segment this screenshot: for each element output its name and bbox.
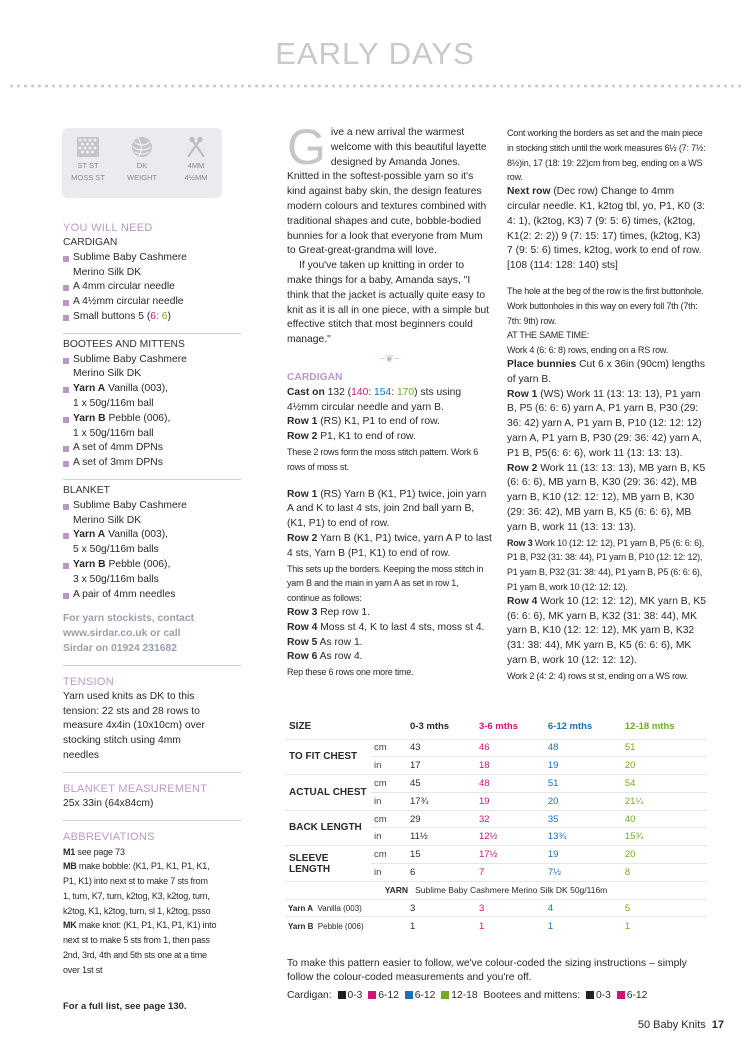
instruction-text: (RS) K1, P1 to end of row. [317,416,440,428]
size-value-green: 6 [161,310,168,322]
value-cell: 19 [545,846,622,864]
instruction-text: Cut 6 x 36in (90cm) lengths of yarn B. [507,358,706,385]
instruction-label: Row 4 [507,595,538,607]
spec-needles-line1: 4MM [187,161,205,170]
unit-header [371,715,407,739]
yarn-description: Sublime Baby Cashmere Merino Silk DK 50g/116m [415,885,608,896]
yarn-desc: Vanilla (003), [105,383,169,395]
tension-line: Yarn used knits as DK to this [63,690,195,702]
spec-stitch-line1: ST ST [77,161,99,170]
value-cell: 40 [622,810,707,828]
cardigan-subheading: CARDIGAN [63,237,118,248]
value-cell: 17¾ [407,792,476,810]
value-cell: 32 [476,810,545,828]
abbr-mb [63,859,241,874]
spec-stitch [70,136,106,182]
legend-size: 6-12 [414,990,436,1001]
instruction-text: ) sts using 4½mm circular needle and yarn B. [287,386,462,413]
value-cell: 13¾ [545,828,622,846]
stitch-swatch-icon [76,136,100,158]
legend-size: 6-12 [378,990,399,1001]
value-cell: 7 [476,864,545,882]
stockists-note [63,612,241,656]
table-row [285,899,707,917]
instruction-label: Row 4 [287,621,318,633]
spec-needles-line2: 4½MM [184,173,208,182]
value-cell: 7½ [545,864,622,882]
size-separator: : [156,310,162,322]
value-cell: 18 [476,757,545,775]
list-item: Sublime Baby Cashmere [63,353,241,368]
legend-label: Cardigan: [287,990,332,1001]
list-item-continuation: Merino Silk DK [73,266,142,278]
value-cell: 5 [622,899,707,917]
size-col-1: 0-3 mths [410,721,450,733]
full-list-note: For a full list, see page 130. [63,1000,187,1012]
size-table [285,715,707,935]
tension-line: stocking stitch using 4mm [63,735,181,747]
row-instruction [507,358,709,388]
value-cell: 3 [407,899,476,917]
yarn-label: YARN [384,885,409,896]
cast-on-instruction: Cast on 132 (140: 154: 170) sts using 4½mm circular needle and yarn B. [287,386,462,413]
instruction-text: Moss st 4, K to last 4 sts, moss st 4. [317,621,485,633]
row-instruction [287,636,492,651]
instruction-text: P1, K1 to end of row. [317,431,416,443]
legend-size: 0-3 [347,990,363,1001]
value-cell: 48 [476,775,545,793]
unit-cell: in [371,792,407,810]
yarn-desc: Pebble (006), [105,558,171,570]
row-instruction [507,536,709,595]
instruction-label: Row 2 [287,532,318,544]
divider [63,665,241,666]
value-cell: 51 [545,775,622,793]
instruction-text: As row 1. [317,636,363,648]
list-item-continuation: 3 x 50g/116m balls [73,573,159,585]
stockists-link[interactable]: www.sirdar.co.uk or call [63,628,181,640]
instruction-text: Work 10 (12: 12: 12), MK yarn B, K5 (6: 6: 6), MK yarn B, K32 (31: 38: 44), MK yarn B, K10 (12: 12: 12), MK yarn B, K32 (31: 38: 44), MK yarn B, K5 (6: 6: 6), MK yarn B, work 10 (12: 12: 12). [507,595,706,666]
abbr-line: P1, K1) into next st to make 7 sts from [63,876,208,887]
abbr-def: make bobble: (K1, P1, K1, P1, K1, [76,861,210,872]
tension-line: measure 4x4in (10x10cm) over [63,720,205,732]
measure-label: TO FIT CHEST [285,739,371,775]
dotted-divider [8,84,742,88]
drop-cap: G [287,119,326,175]
spec-stitch-line2: MOSS ST [71,173,105,182]
publication-name: 50 Baby Knits [637,1019,706,1031]
work-rows-note: Work 2 (4: 2: 4) rows st st, ending on a WS row. [507,670,688,681]
value-cell: 15 [407,846,476,864]
row-instruction [287,650,492,665]
knitting-needles-icon [184,136,208,158]
value-cell: 8 [622,864,707,882]
yarn-desc: Vanilla (003), [105,529,169,541]
yarn-shade: Vanilla (003) [317,903,362,913]
list-item [63,558,241,573]
size-value-blue: 154 [374,386,392,398]
row-instruction [287,415,492,430]
abbr-mk [63,918,241,933]
measure-label: ACTUAL CHEST [285,775,371,811]
value-cell: 12½ [476,828,545,846]
list-item-continuation: 1 x 50g/116m ball [73,427,154,439]
value-cell: 20 [545,792,622,810]
list-item [63,412,241,427]
instruction-label: Next row [507,186,551,198]
legend-swatch-pink [617,991,625,999]
list-item: A pair of 4mm needles [63,588,241,603]
instruction-label: Place bunnies [507,358,577,370]
instruction-label: Row 1 [507,388,538,400]
list-item-text: ) [167,310,171,322]
value-cell: 1 [545,917,622,935]
legend-size: 6-12 [626,990,648,1001]
instruction-label: Cast on [287,386,325,398]
value-cell: 15¾ [622,828,707,846]
instruction-label: Row 1 [287,488,318,500]
unit-cell: cm [371,846,407,864]
value-cell: 29 [407,810,476,828]
buttonhole-note: The hole at the beg of the row is the first buttonhole. Work buttonholes in this way on every foll 7th (7th: 7th: 9th) row. [507,285,704,326]
instruction-text: Work 10 (12: 12: 12), P1 yarn B, P5 (6: 6: 6), P1 B, P32 (31: 38: 44), P1 yarn B, P10 (12: 12: 12), P1 yarn B, P32 (31: 38: 44), P1 yarn B, P5 (6: 6: 6), P1 yarn B, work 10 (12: 12: 12). [507,537,705,592]
intro-paragraph: ive a new arrival the warmest welcome with this beautiful layette designed by Amanda Jones. Knitted in the softest-possible yarn so it's kind against baby skin, the design features modern colours and textures combined with traditional shapes and cute, bobble-bodied bunnies for a look that everyone from Mum to Great-great-grandma will love. [287,127,487,257]
table-header-row [285,715,707,739]
yarn-name: Yarn A [73,529,106,541]
row-instruction [287,606,492,621]
value-cell: 19 [545,757,622,775]
abbr-line: 2nd, 3rd, 4th and 5th sts one at a time [63,950,207,961]
instruction-label: Row 3 [287,606,318,618]
divider [63,479,241,480]
abbreviations-heading: ABBREVIATIONS [63,830,155,843]
legend-swatch-black [586,991,594,999]
list-item-text: Sublime Baby Cashmere [73,251,187,263]
value-cell: 19 [476,792,545,810]
size-header: SIZE [289,721,312,733]
divider [63,333,241,334]
instruction-label: Row 1 [287,416,318,428]
list-item: A 4½mm circular needle [63,295,241,310]
abbr-term: MB [63,861,77,872]
value-cell: 1 [476,917,545,935]
instruction-label: Row 3 [507,537,533,548]
list-item-text: Small buttons 5 ( [73,310,151,322]
size-value-pink: 140 [351,386,369,398]
value-cell: 45 [407,775,476,793]
spec-weight-line2: WEIGHT [127,173,157,182]
you-will-need-heading: YOU WILL NEED [63,222,153,234]
yarn-label-cell [285,917,407,935]
list-item: Sublime Baby Cashmere [63,499,241,514]
blanket-measurement: 25x 33in (64x84cm) [63,797,154,809]
colour-code-note: To make this pattern easier to follow, we've colour-coded the sizing instructions – simply follow the colour-coded measurements and you're off. [287,958,687,983]
value-cell: 35 [545,810,622,828]
instruction-text: (WS) Work 11 (13: 13: 13), P1 yarn B, P5 (6: 6: 6) yarn A, P1 yarn B, P30 (29: 36: 42) yarn A, P1 yarn B, P10 (12: 12: 12) yarn A, P1 yarn B, P30 (29: 36: 42) yarn A, P1 B, P5(6: 6: 6), work 11 (13: 13: 13). [507,388,702,459]
divider [63,772,241,773]
unit-cell: in [371,864,407,882]
row-instruction [507,185,709,274]
instruction-text: (RS) Yarn B (K1, P1) twice, join yarn A and K to last 4 sts, join 2nd ball yarn B, (K1, P1) to end of row. [287,488,487,530]
instruction-text: As row 4. [317,651,363,663]
intro-column [287,119,492,680]
borders-note: This sets up the borders. Keeping the moss stitch in yarn B and the main in yarn A as set in row 1, continue as follows: [287,563,484,604]
yarn-desc: Pebble (006), [105,412,171,424]
legend-swatch-blue [405,991,413,999]
abbr-m1 [63,845,241,860]
cardigan-heading: CARDIGAN [287,371,343,383]
yarn-header-row [285,881,707,899]
tension-line: tension: 22 sts and 28 rows to [63,705,200,717]
instruction-label: Row 5 [287,636,318,648]
value-cell: 6 [407,864,476,882]
value-cell: 11½ [407,828,476,846]
pattern-column [507,126,709,683]
value-cell: 46 [476,739,545,757]
spec-weight [124,136,160,182]
abbr-line: 1, turn, K7, turn, k2tog, K3, k2tog, turn, [63,890,210,901]
intro-paragraph: If you've taken up knitting in order to make things for a baby, Amanda says, "I think that the jacket is actually quite easy to knit as it is all in one piece, with a simple but effective stitch that most beginners could manage." [287,260,490,346]
instruction-text: 132 ( [324,386,352,398]
tension-heading: TENSION [63,675,114,688]
blanket-measurement-heading: BLANKET MEASUREMENT [63,782,208,795]
row-instruction [507,462,709,536]
spec-icons-panel [62,128,222,198]
legend-swatch-pink [368,991,376,999]
value-cell: 1 [407,917,476,935]
value-cell: 20 [622,846,707,864]
yarn-header-cell [285,881,707,899]
table-row [285,739,707,757]
continue-note: Cont working the borders as set and the main piece in stocking stitch until the work measures 6½ (7: 7½: 8½)in, 17 (18: 19: 22)cm from beg, ending on a WS row. [507,128,706,183]
instruction-label: Row 6 [287,651,318,663]
list-item-continuation: Merino Silk DK [73,514,142,526]
spec-needles [178,136,214,182]
value-cell: 3 [476,899,545,917]
unit-cell: cm [371,775,407,793]
legend-label: Bootees and mittens: [483,990,581,1001]
legend-size: 12-18 [451,990,478,1001]
measure-label: BACK LENGTH [285,810,371,846]
legend-swatch-black [338,991,346,999]
measure-label: SLEEVE LENGTH [285,846,371,882]
yarn-name: Yarn A [73,383,106,395]
yarn-name: Yarn B [73,558,106,570]
size-value-pink: 6 [150,310,156,322]
list-item [63,251,241,266]
table-row [285,846,707,864]
yarn-shade: Pebble (006) [317,921,364,931]
list-item-continuation: 1 x 50g/116m ball [73,397,154,409]
instruction-text: Yarn B (K1, P1) twice, yarn A P to last 4 sts, Yarn B (P1, K1) to end of row. [287,532,492,559]
page-number: 17 [711,1019,724,1031]
instruction-label: Row 2 [507,462,538,474]
value-cell: 20 [622,757,707,775]
flourish-ornament: ~❦~ [379,353,400,365]
work-rows-note: Work 4 (6: 6: 8) rows, ending on a RS row. [507,345,669,356]
table-row [285,917,707,935]
spec-weight-line1: DK [136,161,148,170]
size-col-3: 6-12 mths [547,721,593,733]
bootees-subheading: BOOTEES AND MITTENS [63,338,185,350]
unit-cell: in [371,828,407,846]
unit-cell: in [371,757,407,775]
row-instruction [287,621,492,636]
tension-line: needles [63,749,100,761]
row-instruction [507,595,709,669]
list-item [63,528,241,543]
list-item-continuation: 5 x 50g/116m balls [73,544,159,556]
abbr-term: MK [63,920,77,931]
yarn-name: Yarn B [73,412,106,424]
divider [63,820,241,821]
blanket-subheading: BLANKET [63,484,110,496]
stockists-phone: Sirdar on 01924 231682 [63,642,177,654]
value-cell: 17½ [476,846,545,864]
unit-cell: cm [371,739,407,757]
abbr-line: over 1st st [63,964,103,975]
yarn-label-cell [285,899,407,917]
list-item [63,310,241,325]
abbr-def: make knot: (K1, P1, K1, P1, K1) into [76,920,217,931]
value-cell: 48 [545,739,622,757]
row-instruction [287,488,492,532]
value-cell: 54 [622,775,707,793]
unit-cell: cm [371,810,407,828]
yarn-name: Yarn A [288,903,314,913]
abbr-line: k2tog, K1, k2tog, turn, sl 1, k2tog, psso [63,905,211,916]
list-item: A set of 3mm DPNs [63,456,241,471]
abbr-def: see page 73 [75,846,125,857]
yarn-ball-icon [130,136,154,158]
instruction-text: Rep row 1. [317,606,370,618]
value-cell: 21¼ [622,792,707,810]
row-instruction [287,532,492,562]
table-row [285,810,707,828]
list-item-continuation: Merino Silk DK [73,368,142,380]
instruction-text: Work 11 (13: 13: 13), MB yarn B, K5 (6: 6: 6), MB yarn B, K30 (29: 36: 42), MB yarn B, K10 (12: 12: 12), MB yarn B, K30 (29: 36: 42), MB yarn B, K5 (6: 6: 6), MB yarn B, work 11 (13: 13: 13). [507,462,706,533]
size-col-4: 12-18 mths [624,721,675,733]
instruction-label: Row 2 [287,431,318,443]
instruction-text: (Dec row) Change to 4mm circular needle. K1, k2tog tbl, yo, P1, K0 (3: 4: 1), (k2tog, K3) 7 (9: 5: 6) times, (k2tog, K1(2: 2: 2)) 9 (7: 15: 17) times, (k2tog, K3) 7 (9: 5: 6) times, k2tog, work to end of row. [108 (114: 128: 140) sts] [507,186,706,272]
value-cell: 17 [407,757,476,775]
materials-sidebar [63,220,241,1014]
value-cell: 43 [407,739,476,757]
stockists-line: For yarn stockists, contact [63,613,195,625]
value-cell: 1 [622,917,707,935]
abbr-line: next st to make 5 sts from 1, then pass [63,935,210,946]
abbr-term: M1 [63,846,76,857]
page-title: EARLY DAYS [275,36,475,71]
size-value-green: 170 [396,386,415,398]
repeat-note: Rep these 6 rows one more time. [287,667,414,678]
value-cell: 51 [622,739,707,757]
row-instruction [507,388,709,462]
list-item: A set of 4mm DPNs [63,441,241,456]
legend-size: 0-3 [595,990,611,1001]
row-instruction [287,430,492,445]
size-col-2: 3-6 mths [478,721,519,733]
list-item: A 4mm circular needle [63,280,241,295]
moss-note: These 2 rows form the moss stitch pattern. Work 6 rows of moss st. [287,446,479,472]
table-row [285,775,707,793]
legend-swatch-green [441,991,449,999]
yarn-name: Yarn B [288,921,314,931]
page-footer [638,1019,724,1031]
same-time-note: AT THE SAME TIME: [507,330,589,341]
value-cell: 4 [545,899,622,917]
list-item [63,382,241,397]
colour-legend [287,990,647,1001]
